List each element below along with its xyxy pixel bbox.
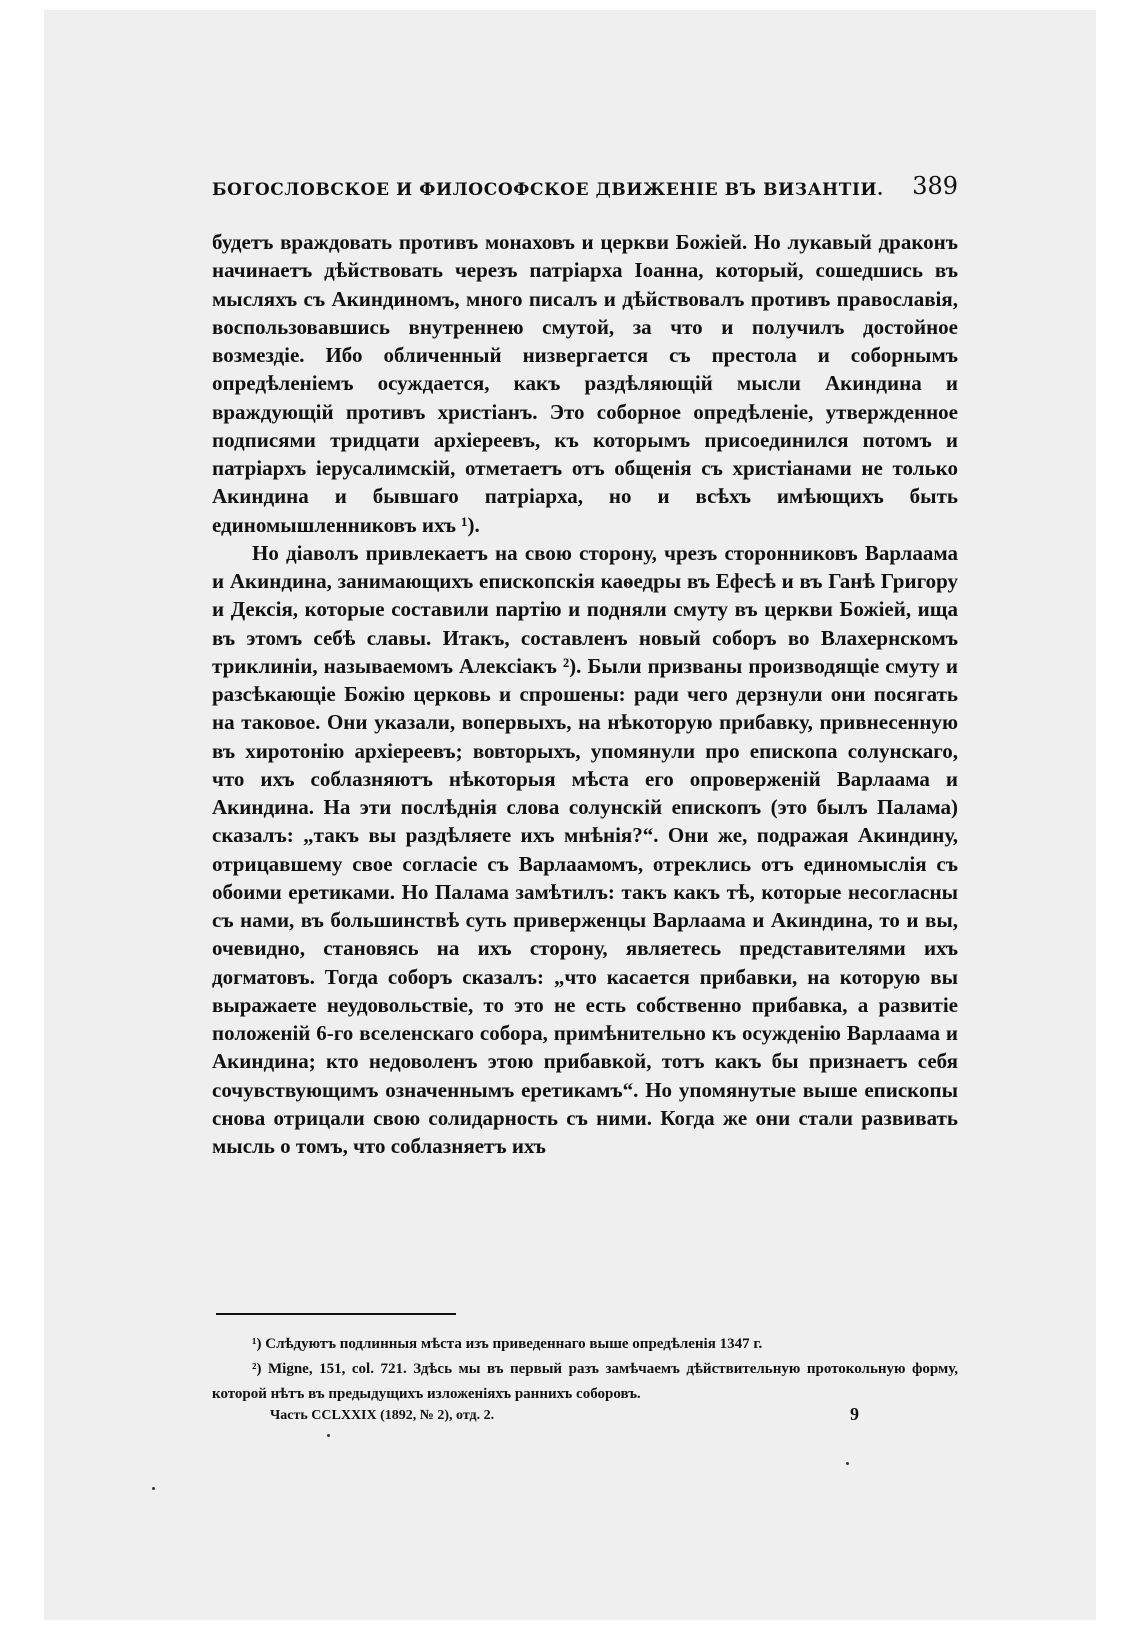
paragraph: Но діаволъ привлекаетъ на свою сторону, чрезъ сторонниковъ Варлаама и Акиндина, занимающихъ епископскія каѳедры въ Ефесѣ и въ Ганѣ Григору и Дексія, которые составили партію и подняли смуту въ церкви Божіей, ища въ этомъ себѣ славы. Итакъ, составленъ новый соборъ во Влахернскомъ триклиніи, называемомъ Алексіакъ ²). Были призваны производящіе смуту и разсѣкающіе Божію церковь и спрошены: ради чего дерзнули они посягать на таковое. Они указали, вопервыхъ, на нѣкоторую прибавку, привнесенную въ хиротонію архіереевъ; вовторыхъ, упомянули про епископа солунскаго, что ихъ соблазняютъ нѣкоторыя мѣста его опроверженій Варлаама и Акиндина. На эти послѣднія слова солунскій епископъ (это былъ Палама) сказалъ: „такъ вы раздѣляете ихъ мнѣнія?“. Они же, подражая Акиндину, отрицавшему свое согласіе съ Варлаамомъ, отреклись отъ единомыслія съ обоими еретиками. Но Палама замѣтилъ: такъ какъ тѣ, которые несогласны съ нами, въ большинствѣ суть приверженцы Варлаама и Акиндина, то и вы, очевидно, становясь на ихъ сторону, являетесь представителями ихъ догматовъ. Тогда соборъ сказалъ: „что касается прибавки, на которую вы выражаете неудовольствіе, то это не есть собственно прибавка, а развитіе положеній 6-го вселенскаго собора, примѣнительно къ осужденію Варлаама и Акиндина; кто недоволенъ этою прибавкой, тотъ какъ бы признаетъ себя сочувствующимъ означеннымъ еретикамъ“. Но упомянутые выше епископы снова отрицали свою солидарность съ ними. Когда же они стали развивать мысль о томъ, что соблазняетъ ихъ [212,540,958,1158]
main-text [212,228,958,1160]
page-number: 389 [912,172,958,200]
footnote-divider [216,1313,456,1315]
scan-speck [846,1462,849,1465]
scan-speck [152,1487,155,1490]
footnote-1: ¹) Слѣдуютъ подлинныя мѣста изъ приведеннаго выше опредѣленія 1347 г. [252,1336,763,1352]
scan-speck [327,1434,330,1437]
paragraph-continuation: будетъ враждовать противъ монаховъ и церкви Божіей. Но лукавый драконъ начинаетъ дѣйствовать черезъ патріарха Іоанна, который, сошедшись въ мысляхъ съ Акиндиномъ, много писалъ и дѣйствовалъ противъ православія, воспользовавшись внутреннею смутой, за что и получилъ достойное возмездіе. Ибо обличенный низвергается съ престола и соборнымъ опредѣленіемъ осуждается, какъ раздѣляющій мысли Акиндина и враждующій противъ христіанъ. Это соборное опредѣленіе, утвержденное подписями тридцати архіереевъ, къ которымъ присоединился потомъ и патріархъ іерусалимскій, отметаетъ отъ общенія съ христіанами не только Акиндина и бывшаго патріарха, но и всѣхъ имѣющихъ быть единомышленниковъ ихъ ¹). [212,230,958,537]
footnote-2: ²) Migne, 151, col. 721. Здѣсь мы въ первый разъ замѣчаемъ дѣйствительную протокольную форму, которой нѣтъ въ предыдущихъ изложеніяхъ раннихъ соборовъ. [212,1361,958,1402]
running-title: БОГОСЛОВСКОЕ И ФИЛОСОФСКОЕ ДВИЖЕНІЕ ВЪ ВИЗАНТІИ. [212,180,884,200]
page-header [212,170,958,210]
footnotes [212,1332,958,1407]
signature-line [212,1404,958,1430]
printer-signature: Часть CCLXXIX (1892, № 2), отд. 2. [270,1408,495,1423]
signature-mark: 9 [850,1404,859,1424]
